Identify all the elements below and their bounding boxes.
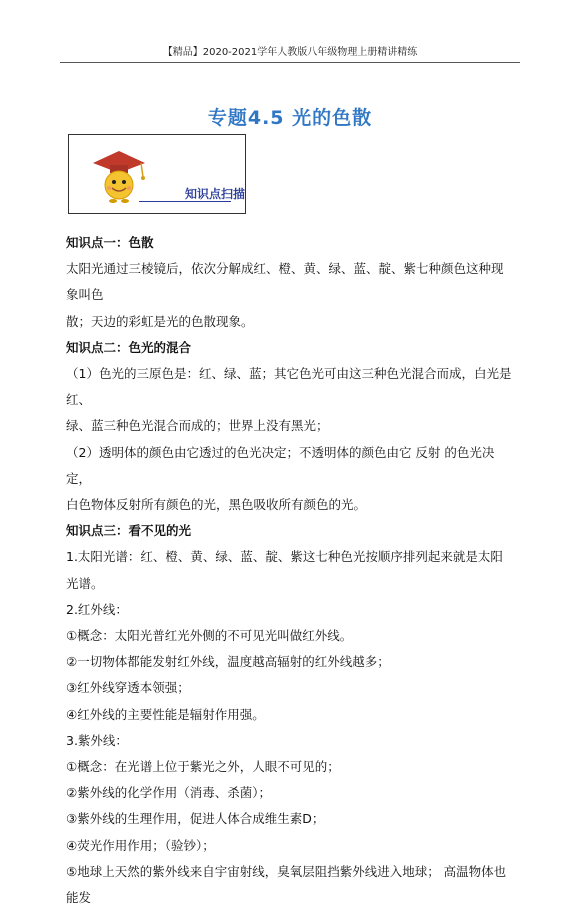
body-line: ③红外线穿透本领强； [66,680,190,696]
page-header: 【精品】2020-2021学年人教版八年级物理上册精讲精练 [60,43,520,63]
body-line: ②一切物体都能发射红外线，温度越高辐射的红外线越多； [66,654,390,670]
body-line: ①概念：太阳光普红光外侧的不可见光叫做红外线。 [66,628,353,644]
section-heading: 知识点三：看不见的光 [66,523,192,539]
body-line: （2）透明体的颜色由它透过的色光决定；不透明体的颜色由它 反射 的色光决定， [66,444,495,486]
body-line: 太阳光通过三棱镜后，依次分解成红、橙、黄、绿、蓝、靛、紫七种颜色这种现象叫色 [66,261,504,303]
badge-label: 知识点扫描 [185,187,246,201]
body-line: ⑤地球上天然的紫外线来自宇宙射线，臭氧层阻挡紫外线进入地球； 高温物体也能发 [66,863,507,906]
knowledge-scan-badge [68,134,246,214]
section-heading: 知识点一：色散 [66,235,154,250]
body-line: （1）色光的三原色是：红、绿、蓝；其它色光可由这三种色光混合而成，白光是红、 [66,366,512,408]
body-line: ④荧光作用作用；（验钞）； [66,837,215,853]
page-title: 专题4.5 光的色散 [207,107,373,129]
body-line: 绿、蓝三种色光混合而成的；世界上没有黑光； [66,418,329,434]
body-line: ③紫外线的生理作用，促进人体合成维生素D； [66,811,325,827]
body-line: 2.红外线： [66,601,128,617]
document-body [66,230,514,911]
section-heading: 知识点二：色光的混合 [66,339,192,355]
body-line: 白色物体反射所有颜色的光，黑色吸收所有颜色的光。 [66,497,367,513]
body-line: ④红外线的主要性能是辐射作用强。 [66,706,265,722]
body-line: 散；天边的彩虹是光的色散现象。 [66,313,254,329]
body-line: 3.紫外线： [66,732,128,748]
body-line: ①概念：在光谱上位于紫光之外，人眼不可见的； [66,759,340,775]
body-line: 1.太阳光谱：红、橙、黄、绿、蓝、靛、紫这七种色光按顺序排列起来就是太阳光谱。 [66,549,503,591]
body-line: ②紫外线的化学作用（消毒、杀菌）； [66,785,271,801]
